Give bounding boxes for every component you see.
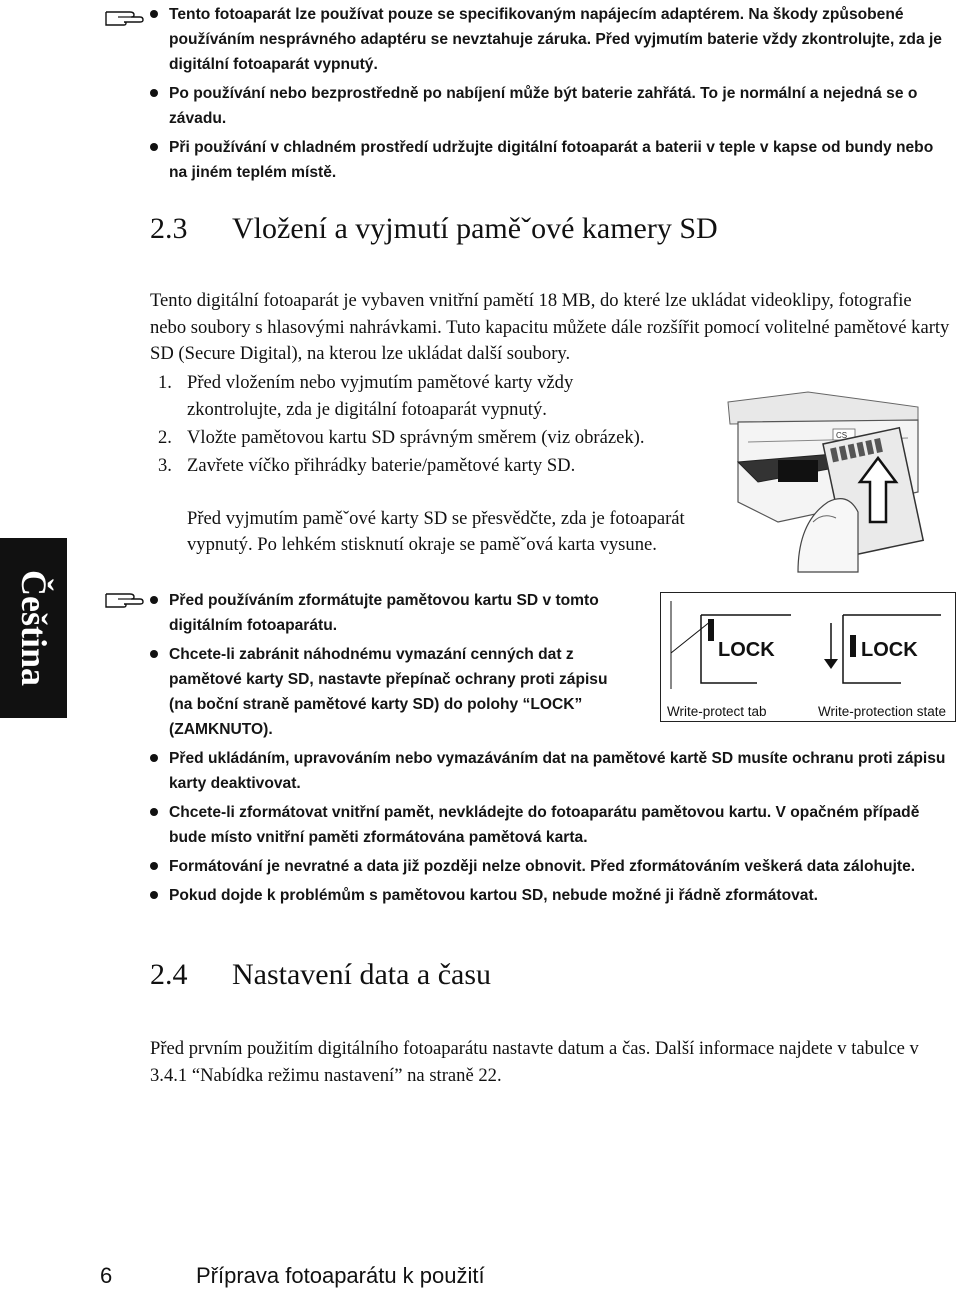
section-number: 2.3: [150, 212, 188, 245]
note-item: Před používáním zformátujte pamětovou kartu SD v tomto digitálním fotoaparátu.: [150, 588, 634, 638]
sd-card-lock-diagram: [661, 593, 955, 721]
section-heading-2-3: [150, 212, 718, 246]
section-title: Nastavení data a času: [232, 958, 492, 991]
language-side-tab: [0, 538, 67, 718]
step-number: 2.: [158, 427, 172, 448]
write-protect-figure: [660, 592, 956, 722]
card-mark: CS: [836, 431, 848, 440]
sd-card-insertion-illustration: [718, 372, 958, 577]
pointing-hand-icon: [104, 6, 144, 28]
lock-label-left: LOCK: [718, 639, 775, 661]
removal-note: Před vyjmutím paměˇové karty SD se přesvědčte, zda je fotoaparát vypnutý. Po lehkém stisknutí okraje se paměˇová karta vysune.: [187, 508, 685, 555]
down-arrow-icon: [824, 659, 838, 669]
step-item: [150, 452, 747, 479]
note-item: Pokud dojde k problémům s pamětovou kartou SD, nebude možné ji řádně zformátovat.: [150, 883, 960, 908]
write-protection-state-caption: Write-protection state: [818, 704, 947, 719]
page-number: 6: [100, 1263, 113, 1288]
note-item: Chcete-li zformátovat vnitřní pamět, nevkládejte do fotoaparátu pamětovou kartu. V opačném případě bude místo vnitřní paměti zformátována pamětová karta.: [150, 800, 960, 850]
note-item: Po používání nebo bezprostředně po nabíjení může být baterie zahřátá. To je normální a nejedná se o závadu.: [150, 81, 950, 131]
section-number: 2.4: [150, 958, 188, 991]
notes-top: [150, 2, 950, 185]
step-number: 1.: [158, 372, 172, 393]
write-protect-tab-caption: Write-protect tab: [667, 704, 767, 719]
note-item: Formátování je nevratné a data již později nelze obnovit. Před zformátováním veškerá data zálohujte.: [150, 854, 960, 879]
section-heading-2-4: [150, 958, 491, 992]
note-item: Před ukládáním, upravováním nebo vymazáváním dat na pamětové kartě SD musíte ochranu proti zápisu karty deaktivovat.: [150, 746, 960, 796]
pointing-hand-icon: [104, 588, 144, 610]
section-title: Vložení a vyjmutí paměˇové kamery SD: [232, 212, 718, 245]
steps-list: [150, 369, 710, 479]
language-label: Čeština: [13, 570, 54, 686]
lock-label-right: LOCK: [861, 639, 918, 661]
step-item: [150, 424, 647, 451]
step-text: Před vložením nebo vyjmutím pamětové karty vždy zkontrolujte, zda je digitální fotoaparát vypnutý.: [187, 372, 574, 420]
step-number: 3.: [158, 455, 172, 476]
step-item: [150, 369, 647, 423]
section-2-4-text: Před prvním použitím digitálního fotoaparátu nastavte datum a čas. Další informace najdete v tabulce v 3.4.1 “Nabídka režimu nastavení” na straně 22.: [150, 1038, 919, 1086]
chapter-title: Příprava fotoaparátu k použití: [196, 1263, 485, 1288]
note-item: Tento fotoaparát lze používat pouze se specifikovaným napájecím adaptérem. Na škody způsobené používáním nesprávného adaptéru se nevztahuje záruka. Před vyjmutím baterie vždy zkontrolujte, zda je digitální fotoaparát vypnutý.: [150, 2, 950, 77]
step-text: Vložte pamětovou kartu SD správným směrem (viz obrázek).: [187, 427, 645, 448]
section-intro: Tento digitální fotoaparát je vybaven vnitřní pamětí 18 MB, do které lze ukládat videoklipy, fotografie nebo soubory s hlasovými nahrávkami. Tuto kapacitu můžete dále rozšířit pomocí volitelné pamětové karty SD (Secure Digital), na kterou lze ukládat další soubory.: [150, 290, 950, 364]
step-text: Zavřete víčko přihrádky baterie/pamětové karty SD.: [187, 455, 576, 476]
note-item: Chcete-li zabránit náhodnému vymazání cenných dat z pamětové karty SD, nastavte přepínač ochrany proti zápisu (na boční straně pamětové karty SD) do polohy “LOCK” (ZAMKNUTO).: [150, 642, 634, 742]
note-item: Při používání v chladném prostředí udržujte digitální fotoaparát a baterii v teple v kapse od bundy nebo na jiném teplém místě.: [150, 135, 950, 185]
